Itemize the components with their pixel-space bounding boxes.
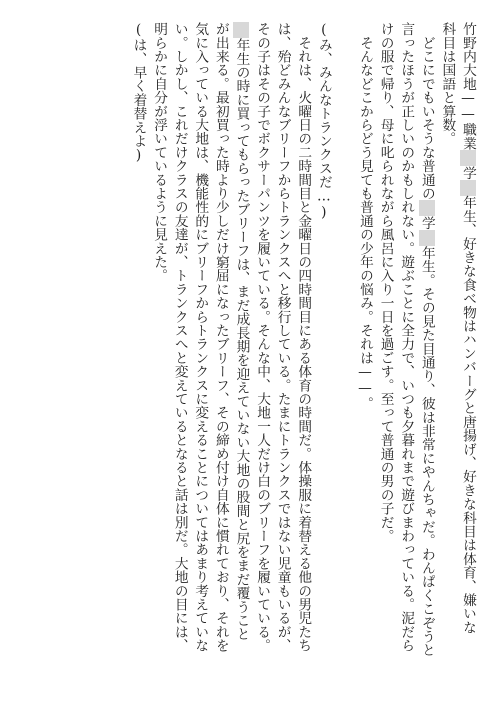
text-line: 科目は国語と算数。 (439, 22, 456, 146)
text-line: は、殆どみんなブリーフからトランクスへと移行している。たまにトランクスではない児童もいるが、 (274, 22, 291, 653)
text-line: 言ったほうが正しいのかもしれない。遊ぶことに全力で、いつも夕暮れまで遊びまわっている。泥だら (398, 22, 415, 653)
text-line: それは、火曜日の二時間目と金曜日の四時間目にある体育の時間だ。体操服に着替える他の男児たち (295, 35, 312, 653)
redacted-grade: ■ (418, 229, 435, 246)
text-line: 気に入っている大地は、機能性的にブリーフからトランクスに変えることについてはあまり考えていな (192, 22, 209, 653)
text-line: い。しかし、これだけクラスの友達が、トランクスへと変えているとなると話は別だ。大地の目には、 (171, 22, 188, 653)
text-line: 明らかに自分が浮いているように見えた。 (151, 22, 168, 283)
text-line: ■年生の時に買ってもらったブリーフは、まだ成長期を迎えていない大地の股間と尻をまだ覆うこと (233, 22, 250, 641)
text-line: どこにでもいそうな普通の■学■年生。その見た目通り、彼は非常にやんちゃだ。わんぱくこぞうと (418, 35, 435, 657)
text-line: けの服で帰り、母に叱られながら風呂に入り一日を過ごす。至って普通の男の子だ。 (377, 22, 394, 543)
text-line: その子はその子でボクサーパンツを履いている。そんな中、大地一人だけ白のブリーフを履いている。 (254, 22, 271, 653)
redacted-grade: ■ (460, 149, 476, 166)
text-line: 竹野内大地——職業■学■年生、好きな食べ物はハンバーグと唐揚げ、好きな科目は体育、嫌いな (460, 22, 476, 635)
redacted-grade: ■ (418, 200, 435, 217)
redacted-grade: ■ (460, 179, 476, 196)
redacted-grade: ■ (233, 22, 250, 38)
vertical-text-body (128, 22, 478, 678)
text-line: (み、みんなトランクスだ…) (315, 22, 332, 221)
text-line: が出来る。最初買った時より少しだけ窮屈になったブリーフ、その締め付け自体に慣れており、それを (212, 22, 229, 653)
text-line: そんなどこからどう見ても普通の少年の悩み。それは——。 (357, 35, 374, 411)
paragraph-gap (334, 22, 355, 678)
text-line: (は、早く着替えよ) (130, 22, 147, 164)
